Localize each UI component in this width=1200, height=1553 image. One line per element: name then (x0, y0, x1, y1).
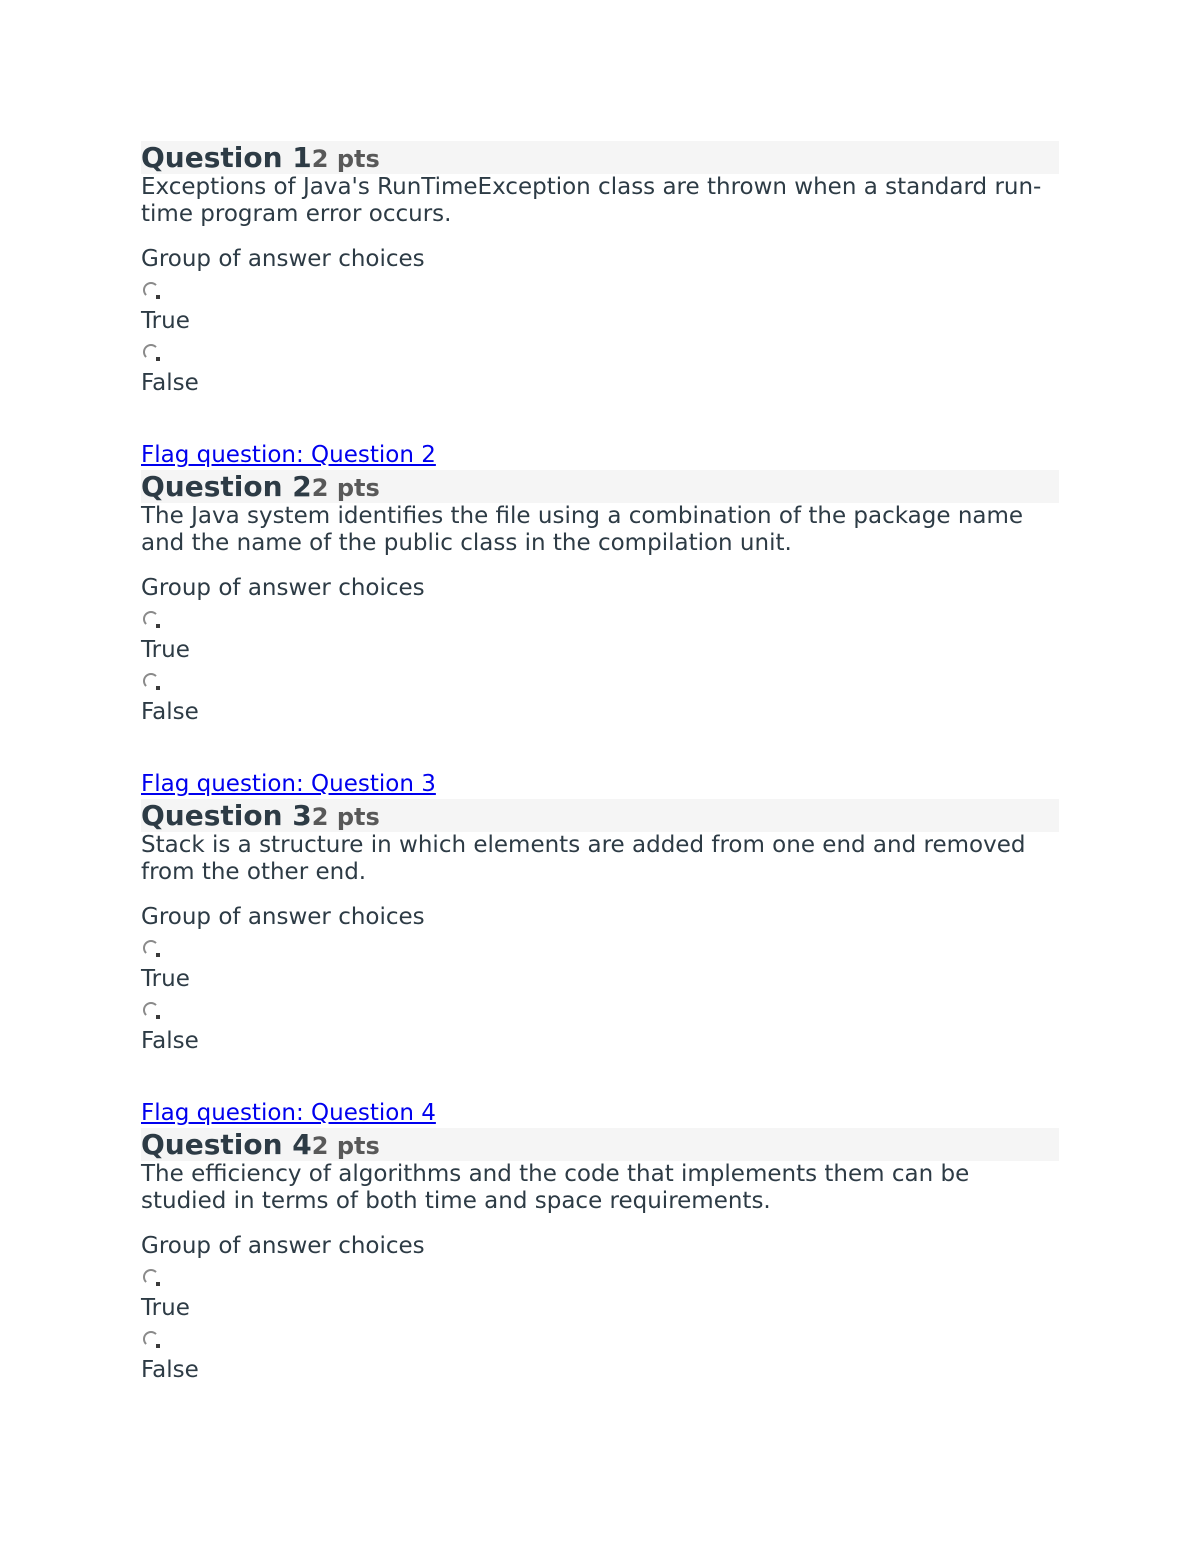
answer-group-label: Group of answer choices (141, 246, 425, 272)
question-gap (141, 727, 1059, 769)
choice-false[interactable] (141, 1331, 1059, 1385)
choice-label[interactable]: False (141, 699, 199, 725)
choice-label[interactable]: True (141, 308, 190, 334)
question-header (141, 141, 1059, 174)
choice-label[interactable]: False (141, 370, 199, 396)
question-points: 2 pts (311, 1132, 380, 1160)
radio-button[interactable] (143, 282, 159, 298)
choice-false[interactable] (141, 673, 1059, 727)
question-title: Question (141, 1128, 293, 1161)
question-points: 2 pts (311, 474, 380, 502)
question-points: 2 pts (311, 803, 380, 831)
question-title: Question (141, 799, 293, 832)
choice-label[interactable]: False (141, 1357, 199, 1383)
question-title: Question (141, 470, 293, 503)
question-gap (141, 1056, 1059, 1098)
answer-group-label: Group of answer choices (141, 575, 425, 601)
choice-true[interactable] (141, 611, 1059, 665)
question-header (141, 799, 1059, 832)
answer-group-label: Group of answer choices (141, 1233, 425, 1259)
flag-question-link[interactable]: Flag question: Question 4 (141, 1100, 436, 1126)
choice-label[interactable]: True (141, 637, 190, 663)
question-number: 1 (292, 141, 312, 174)
question-header (141, 1128, 1059, 1161)
question-2 (141, 440, 1059, 727)
question-title: Question (141, 141, 293, 174)
choice-true[interactable] (141, 1269, 1059, 1323)
flag-question-link[interactable]: Flag question: Question 3 (141, 771, 436, 797)
radio-button[interactable] (143, 344, 159, 360)
question-gap (141, 398, 1059, 440)
radio-button[interactable] (143, 673, 159, 689)
choice-label[interactable]: True (141, 1295, 190, 1321)
radio-button[interactable] (143, 1002, 159, 1018)
question-3 (141, 769, 1059, 1056)
choice-false[interactable] (141, 1002, 1059, 1056)
question-number: 4 (292, 1128, 312, 1161)
choice-false[interactable] (141, 344, 1059, 398)
radio-button[interactable] (143, 1331, 159, 1347)
quiz-page (141, 141, 1059, 1385)
radio-button[interactable] (143, 940, 159, 956)
question-number: 2 (292, 470, 312, 503)
question-points: 2 pts (311, 145, 380, 173)
choice-label[interactable]: True (141, 966, 190, 992)
question-4 (141, 1098, 1059, 1385)
question-text: The efficiency of algorithms and the code that implements them can be studied in terms of both time and space requirements. (141, 1161, 970, 1214)
flag-question-link[interactable]: Flag question: Question 2 (141, 442, 436, 468)
choice-true[interactable] (141, 940, 1059, 994)
question-text: The Java system identifies the file using a combination of the package name and the name of the public class in the compilation unit. (141, 503, 1024, 556)
question-1 (141, 141, 1059, 398)
question-text: Exceptions of Java's RunTimeException class are thrown when a standard run-time program error occurs. (141, 174, 1042, 227)
question-number: 3 (292, 799, 312, 832)
radio-button[interactable] (143, 1269, 159, 1285)
answer-group-label: Group of answer choices (141, 904, 425, 930)
choice-true[interactable] (141, 282, 1059, 336)
question-header (141, 470, 1059, 503)
question-text: Stack is a structure in which elements are added from one end and removed from the other end. (141, 832, 1026, 885)
radio-button[interactable] (143, 611, 159, 627)
choice-label[interactable]: False (141, 1028, 199, 1054)
